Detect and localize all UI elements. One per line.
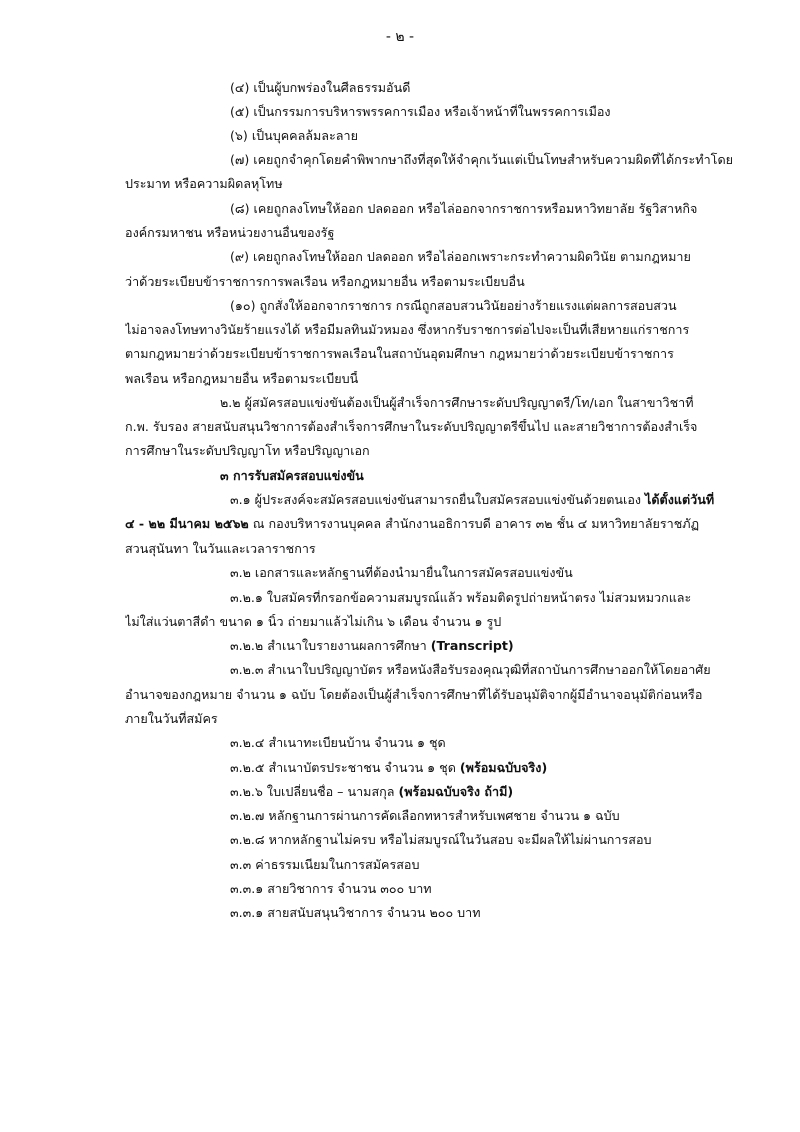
text-line	[230, 201, 697, 217]
text-line	[230, 638, 514, 654]
text-line	[125, 274, 525, 290]
text-line	[230, 784, 513, 800]
text-segment: ๓.๒.๒ สำเนาใบรายงานผลการศึกษา	[230, 638, 431, 653]
text-line	[125, 419, 697, 435]
text-segment: ประมาท หรือความผิดลหุโทษ	[125, 176, 283, 191]
text-line	[125, 614, 501, 630]
text-segment: ๓.๓.๑ สายสนับสนุนวิชาการ จำนวน ๒๐๐ บาท	[230, 905, 481, 920]
text-line	[230, 662, 711, 678]
text-segment: (๗) เคยถูกจำคุกโดยคำพิพากษาถึงที่สุดให้จำคุกเว้นแต่เป็นโทษสำหรับความผิดที่ได้กระทำโดย	[230, 152, 734, 167]
text-segment: ๓.๒.๓ สำเนาใบปริญญาบัตร หรือหนังสือรับรองคุณวุฒิที่สถาบันการศึกษาออกให้โดยอาศัย	[230, 662, 711, 677]
text-segment: (๖) เป็นบุคคลล้มละลาย	[230, 128, 358, 143]
bold-text-segment: (พร้อมฉบับจริง ถ้ามี)	[398, 784, 514, 799]
text-segment: อำนาจของกฎหมาย จำนวน ๑ ฉบับ โดยต้องเป็นผู้สำเร็จการศึกษาที่ได้รับอนุมัติจากผู้มีอำนาจอนุมัติก่อนหรือ	[125, 687, 703, 702]
bold-text-segment: ๓ การรับสมัครสอบแข่งขัน	[220, 468, 364, 483]
text-segment: ๒.๒ ผู้สมัครสอบแข่งขันต้องเป็นผู้สำเร็จการศึกษาระดับปริญญาตรี/โท/เอก ในสาขาวิชาที่	[220, 395, 694, 410]
text-segment: (๔) เป็นผู้บกพร่องในศีลธรรมอันดี	[230, 80, 411, 95]
text-segment: ไม่อาจลงโทษทางวินัยร้ายแรงได้ หรือมีมลทินมัวหมอง ซึ่งหากรับราชการต่อไปจะเป็นที่เสียหายแก่ราชการ	[125, 322, 690, 337]
text-segment: ๓.๓.๑ สายวิชาการ จำนวน ๓๐๐ บาท	[230, 881, 432, 896]
text-segment: ๓.๓ ค่าธรรมเนียมในการสมัครสอบ	[230, 857, 420, 872]
bold-text-segment: (Transcript)	[430, 638, 514, 653]
text-line	[230, 832, 652, 848]
text-line	[125, 443, 370, 459]
text-line	[125, 687, 702, 703]
text-line	[230, 760, 547, 776]
text-segment: (๙) เคยถูกลงโทษให้ออก ปลดออก หรือไล่ออกเพราะกระทำความผิดวินัย ตามกฎหมาย	[230, 249, 691, 264]
text-line	[230, 128, 358, 144]
text-segment: พลเรือน หรือกฎหมายอื่น หรือตามระเบียบนี้	[125, 371, 359, 386]
text-segment: ๓.๒.๗ หลักฐานการผ่านการคัดเลือกทหารสำหรับเพศชาย จำนวน ๑ ฉบับ	[230, 808, 620, 823]
text-line	[230, 492, 714, 508]
text-line	[230, 80, 410, 96]
text-line	[230, 881, 432, 897]
bold-text-segment: ๔ - ๒๒ มีนาคม ๒๕๖๒	[125, 516, 249, 531]
bold-text-segment: (พร้อมฉบับจริง)	[459, 760, 548, 775]
text-line	[125, 225, 334, 241]
text-line	[230, 565, 573, 581]
text-segment: ๓.๑ ผู้ประสงค์จะสมัครสอบแข่งขันสามารถยื่นใบสมัครสอบแข่งขันด้วยตนเอง	[230, 492, 646, 507]
text-line	[230, 735, 446, 751]
text-segment: (๕) เป็นกรรมการบริหารพรรคการเมือง หรือเจ้าหน้าที่ในพรรคการเมือง	[230, 104, 611, 119]
text-line	[125, 541, 316, 557]
text-segment: ๓.๒.๕ สำเนาบัตรประชาชน จำนวน ๑ ชุด	[230, 760, 460, 775]
text-line	[220, 468, 364, 484]
text-segment: ไม่ใส่แว่นตาสีดำ ขนาด ๑ นิ้ว ถ่ายมาแล้วไม่เกิน ๖ เดือน จำนวน ๑ รูป	[125, 614, 502, 629]
text-segment: ก.พ. รับรอง สายสนับสนุนวิชาการต้องสำเร็จการศึกษาในระดับปริญญาตรีขึ้นไป และสายวิชาการต้องสำเร็จ	[125, 419, 698, 434]
text-segment: การศึกษาในระดับปริญญาโท หรือปริญญาเอก	[125, 443, 370, 458]
text-segment: ตามกฎหมายว่าด้วยระเบียบข้าราชการพลเรือนในสถาบันอุดมศึกษา กฎหมายว่าด้วยระเบียบข้าราชการ	[125, 346, 674, 361]
text-line	[230, 905, 481, 921]
text-line	[125, 371, 358, 387]
text-segment: ๓.๒.๔ สำเนาทะเบียนบ้าน จำนวน ๑ ชุด	[230, 735, 446, 750]
bold-text-segment: ได้ตั้งแต่วันที่	[645, 492, 715, 507]
text-segment: ๓.๒.๖ ใบเปลี่ยนชื่อ – นามสกุล	[230, 784, 399, 799]
text-segment: สวนสุนันทา ในวันและเวลาราชการ	[125, 541, 316, 556]
text-segment: ณ กองบริหารงานบุคคล สำนักงานอธิการบดี อาคาร ๓๒ ชั้น ๔ มหาวิทยาลัยราชภัฏ	[248, 516, 700, 531]
text-line	[125, 516, 699, 532]
text-segment: ว่าด้วยระเบียบข้าราชการการพลเรือน หรือกฎหมายอื่น หรือตามระเบียบอื่น	[125, 274, 525, 289]
text-segment: (๑๐) ถูกสั่งให้ออกจากราชการ กรณีถูกสอบสวนวินัยอย่างร้ายแรงแต่ผลการสอบสวน	[230, 298, 677, 313]
text-line	[125, 322, 689, 338]
text-line	[230, 808, 620, 824]
text-line	[230, 249, 691, 265]
text-segment: ๓.๒.๑ ใบสมัครที่กรอกข้อความสมบูรณ์แล้ว พร้อมติดรูปถ่ายหน้าตรง ไม่สวมหมวกและ	[230, 590, 692, 605]
text-segment: ๓.๒.๘ หากหลักฐานไม่ครบ หรือไม่สมบูรณ์ในวันสอบ จะมีผลให้ไม่ผ่านการสอบ	[230, 832, 652, 847]
text-line	[125, 346, 674, 362]
page-number: - ๒ -	[385, 29, 415, 45]
text-line	[230, 152, 733, 168]
text-segment: ๓.๒ เอกสารและหลักฐานที่ต้องนำมายื่นในการสมัครสอบแข่งขัน	[230, 565, 573, 580]
text-line	[220, 395, 694, 411]
text-line	[125, 711, 218, 727]
text-line	[230, 857, 419, 873]
text-line	[230, 104, 611, 120]
text-line	[125, 176, 283, 192]
text-line	[230, 298, 677, 314]
text-segment: ภายในวันที่สมัคร	[125, 711, 218, 726]
text-line	[230, 590, 691, 606]
text-segment: (๘) เคยถูกลงโทษให้ออก ปลดออก หรือไล่ออกจากราชการหรือมหาวิทยาลัย รัฐวิสาหกิจ	[230, 201, 698, 216]
text-segment: องค์กรมหาชน หรือหน่วยงานอื่นของรัฐ	[125, 225, 335, 240]
